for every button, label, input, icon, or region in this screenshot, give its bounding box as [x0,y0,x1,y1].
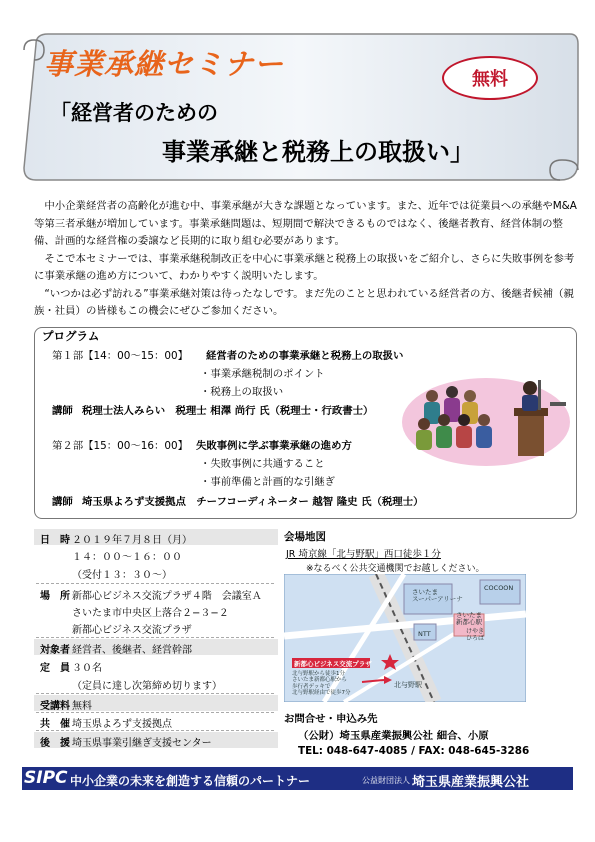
subtitle-line1: 「経営者のための [50,101,218,125]
place-line-1: 新都心ビジネス交流プラザ４階 会議室Ａ [72,591,262,602]
datetime-label: 日 時 [40,535,70,546]
capacity-label: 定 員 [40,663,70,674]
intro-paragraph-3: “いつかは必ず訪れる”事業承継対策は待ったなしです。まだ先のことと思われている経営者の方、後継者候補（親族・社員）の皆様もこの機会にぜひご参加ください。 [34,287,574,317]
part2-item-1: ・失敗事例に共通すること [200,458,325,470]
target-value: 経営者、後継者、経営幹部 [72,645,192,656]
part2-item-2: ・事前準備と計画的な引継ぎ [200,476,336,488]
footer-org-name: 埼玉県産業振興公社 [412,775,530,790]
time-value: １４：００〜１６：００ [72,552,182,563]
cohost-value: 埼玉県よろず支援拠点 [72,719,172,730]
date-value: ２０１９年７月８日（月） [72,535,192,546]
map-access: JR 埼京線「北与野駅」西口徒歩１分 [286,549,441,560]
support-value: 埼玉県事業引継ぎ支援センター [72,738,212,749]
intro-paragraph-2: そこで本セミナーでは、事業承継税制改正を中心に事業承継と税務上の取扱いをご紹介し、さらに失敗事例を参考に事業承継の進め方について、わかりやすく説明いたします。 [34,252,575,282]
map-heading: 会場地図 [284,531,326,543]
footer-org-prefix: 公益財団法人 [362,776,410,785]
map-label-venue: 新都心ビジネス交流プラザ [294,660,372,668]
part1-speaker-label: 講師 [52,405,73,417]
divider [36,583,276,584]
free-badge: 無料 [442,56,538,100]
contact-heading: お問合せ・申込み先 [284,713,378,725]
map-label-kitayono: 北与野駅 [394,681,422,689]
contact-tel-fax: TEL: 048-647-4085 / FAX: 048-645-3286 [298,745,530,757]
footer-tagline: 中小企業の未来を創造する信頼のパートナー [70,774,311,788]
sipc-logo: SIPC [24,768,68,788]
intro-paragraph-1: 中小企業経営者の高齢化が進む中、事業承継が大きな課題となっています。また、近年では従業員への承継やM&A等第三者承継が増加しています。事業承継問題は、短期間で解決できるものではなく、後継者教育、経営体制の整備、計画的な経営権の委譲など長期的に取り組む必要があります。 [34,200,577,247]
fee-value: 無料 [72,701,92,712]
divider [36,730,276,731]
map-label-route: 北与野駅から徒歩1分 さいたま新都心駅から 歩行者デッキで 北与野駅経由で徒歩7分 [292,671,351,696]
program-heading: プログラム [42,329,100,343]
divider [36,637,276,638]
map-label-cocoon: COCOON [484,584,514,592]
reception-value: （受付１３：３０〜） [72,570,172,581]
map-label-shintoshin: さいたま 新都心駅 [456,611,482,626]
seminar-illustration [400,362,572,470]
cohost-label: 共 催 [40,719,70,730]
intro-text [34,198,579,321]
part2-speaker-label: 講師 [52,496,73,508]
map-label-gate: けやき ひろば [466,628,485,642]
part1-title: 経営者のための事業承継と税務上の取扱い [206,350,404,362]
map-label-arena: さいたま スーパーアリーナ [412,588,463,603]
divider [36,712,276,713]
contact-org: （公財）埼玉県産業振興公社 細合、小原 [298,730,489,742]
band-fee [34,695,278,711]
place-label: 場 所 [40,591,70,602]
support-label: 後 援 [40,738,70,749]
capacity-value: ３０名 [72,663,102,674]
map-note: ※なるべく公共交通機関でお越しください。 [306,564,485,574]
part1-speaker: 税理士法人みらい 税理士 相澤 尚行 氏（税理士・行政書士） [82,405,374,417]
part1-time: 第１部【14：00〜15：00】 [52,350,189,362]
target-label: 対象者 [40,645,70,656]
divider [36,693,276,694]
subtitle-line2: 事業承継と税務上の取扱い」 [162,138,474,166]
map-label-nttc: NTT [418,630,431,638]
part1-item-1: ・事業承継税制のポイント [200,368,325,380]
part2-title: 失敗事例に学ぶ事業承継の進め方 [196,440,352,452]
part2-speaker: 埼玉県よろず支援拠点 チーフコーディネーター 越智 隆史 氏（税理士） [82,496,424,508]
fee-label: 受講料 [40,701,70,712]
place-line-2: さいたま市中央区上落合２−３−２ [72,608,229,619]
part1-item-2: ・税務上の取扱い [200,386,284,398]
capacity-note: （定員に達し次第締め切ります） [72,681,222,692]
part2-time: 第２部【15：00〜16：00】 [52,440,189,452]
place-line-3: 新都心ビジネス交流プラザ [72,625,192,636]
seminar-title: 事業承継セミナー [44,47,285,81]
